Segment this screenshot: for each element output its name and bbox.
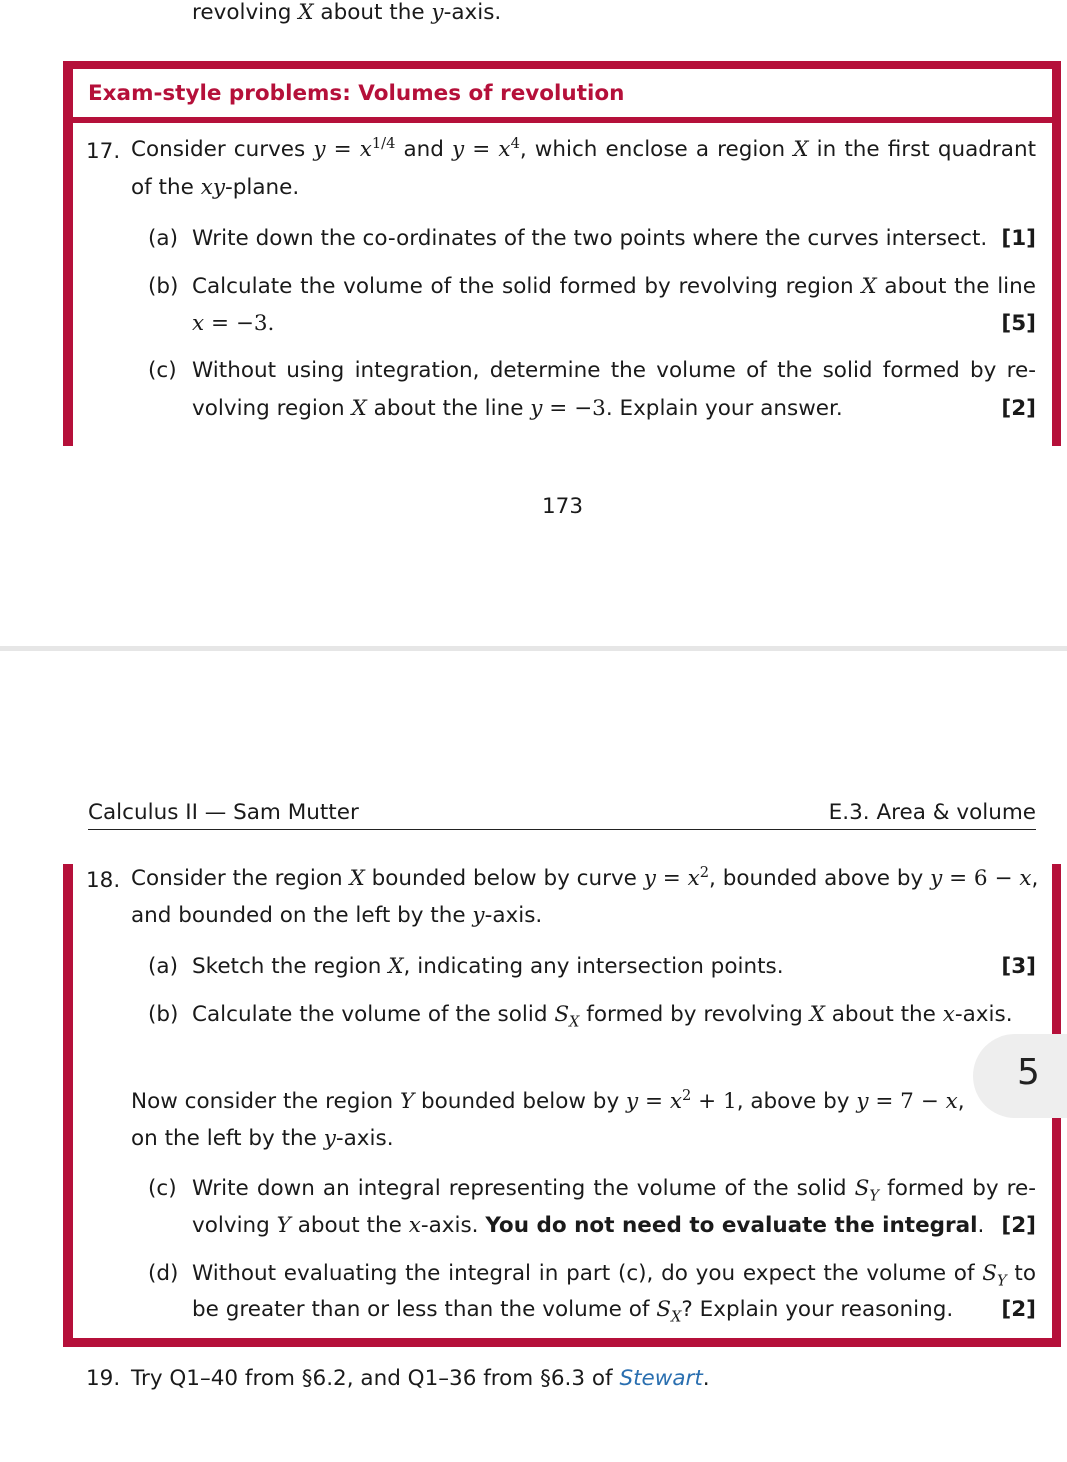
part-text-line-2: volving Y about the x-axis. You do not need to evaluate the integral. xyxy=(192,1213,985,1238)
part-text: Calculate the volume of the solid $S_X$ formed by revolving X about the x-axis. xyxy=(192,1002,1013,1031)
question-number: 19. xyxy=(86,1366,121,1391)
page-tab[interactable] xyxy=(973,1034,1067,1118)
question-stem-line-1: Consider the region X bounded below by curve $y = x^2$, bounded above by y = 6 − x, xyxy=(131,863,1039,891)
part-label: (d) xyxy=(148,1261,179,1286)
part-text: Calculate the volume of the solid formed by revolving region X about the line xyxy=(192,274,1036,299)
top-fragment: revolving X about the y-axis. xyxy=(192,0,502,25)
part-text: Without using integration, determine the volume of the solid formed by re- xyxy=(192,358,1036,383)
question-number: 17. xyxy=(86,139,121,164)
part-text: Sketch the region X, indicating any intersection points. xyxy=(192,954,784,979)
header-right: E.3. Area & volume xyxy=(828,800,1036,825)
part-label: (a) xyxy=(148,954,178,979)
box-title: Exam-style problems: Volumes of revolution xyxy=(88,81,625,106)
question-text: Try Q1–40 from §6.2, and Q1–36 from §6.3 of Stewart. xyxy=(131,1366,710,1391)
part-label: (b) xyxy=(148,274,179,299)
question-stem-line-2: and bounded on the left by the y-axis. xyxy=(131,903,543,928)
part-text: Without evaluating the integral in part (c), do you expect the volume of $S_Y$ to xyxy=(192,1261,1036,1290)
bold-instruction: You do not need to evaluate the integral xyxy=(485,1213,978,1238)
part-label: (b) xyxy=(148,1002,179,1027)
part-text-line-2: be greater than or less than the volume of $S_X$? Explain your reasoning. xyxy=(192,1297,954,1326)
marks: [2] xyxy=(1001,1297,1036,1322)
marks: [2] xyxy=(1001,396,1036,421)
intro-line-1: Now consider the region Y bounded below by $y = x^2 + 1$, above by y = 7 − x, xyxy=(131,1086,965,1114)
stewart-link[interactable]: Stewart xyxy=(619,1366,703,1391)
part-text: Write down an integral representing the volume of the solid $S_Y$ formed by re- xyxy=(192,1176,1036,1205)
part-label: (a) xyxy=(148,226,178,251)
page-tab-number: 5 xyxy=(1017,1052,1040,1093)
part-label: (c) xyxy=(148,358,177,383)
page-divider xyxy=(0,646,1067,651)
question-stem-line-2: of the xy-plane. xyxy=(131,175,300,200)
part-text-line-2: volving region X about the line y = −3. Explain your answer. xyxy=(192,396,843,421)
intro-line-2: on the left by the y-axis. xyxy=(131,1126,394,1151)
question-stem-line-1: Consider curves $y = x^{1/4}$ and $y = x^4$, which enclose a region X in the first quadrant xyxy=(131,134,1037,162)
part-label: (c) xyxy=(148,1176,177,1201)
part-text-line-2: x = −3. xyxy=(192,311,275,336)
marks: [2] xyxy=(1001,1213,1036,1238)
question-number: 18. xyxy=(86,868,121,893)
header-rule xyxy=(88,829,1036,830)
marks: [1] xyxy=(1001,226,1036,251)
page-number: 173 xyxy=(542,494,584,519)
marks: [5] xyxy=(1001,311,1036,336)
marks: [3] xyxy=(1001,954,1036,979)
part-text: Write down the co-ordinates of the two points where the curves intersect. xyxy=(192,226,988,251)
header-left: Calculus II — Sam Mutter xyxy=(88,800,359,825)
